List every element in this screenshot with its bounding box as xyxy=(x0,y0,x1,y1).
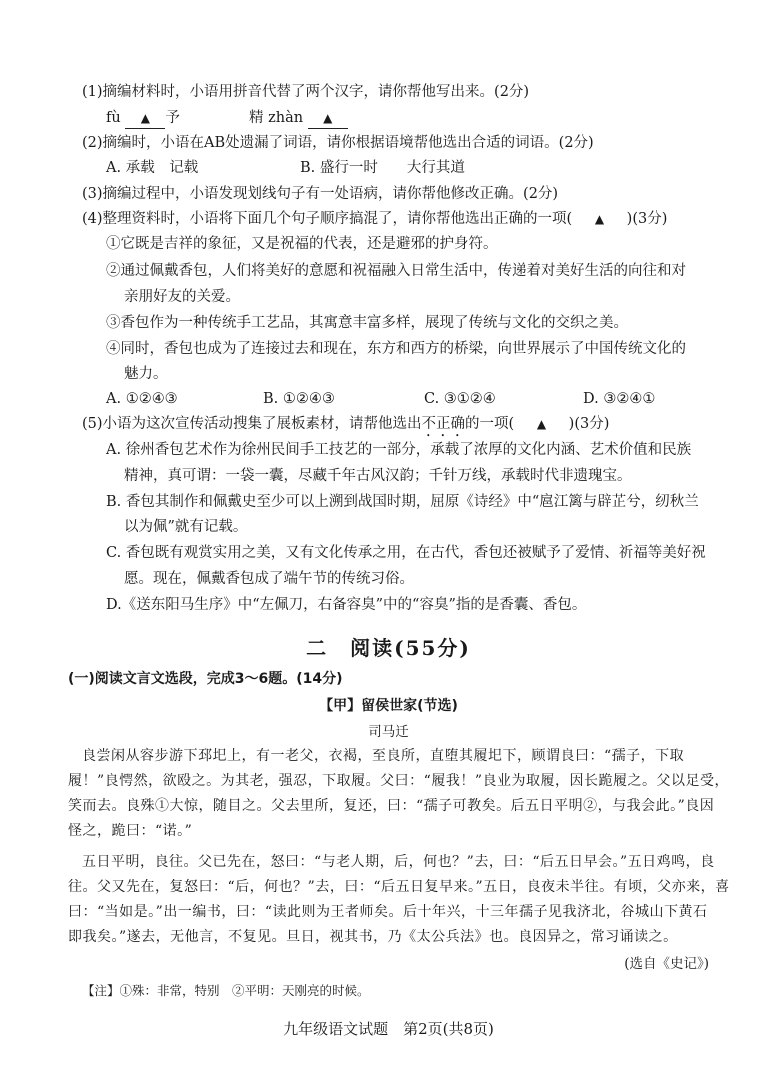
passage-author: 司马迁 xyxy=(368,724,409,740)
question-5-mid: 的一项( xyxy=(465,416,515,432)
passage-p1-line-3: 笑而去。良殊①大惊，随目之。父去里所，复还，曰：“孺子可教矣。后五日平明②，与我会此。”良因 xyxy=(68,798,715,814)
question-5-option-c-line-1[interactable]: C. 香包既有观赏实用之美，又有文化传承之用，在古代，香包还被赋予了爱情、祈福等美好祝 xyxy=(106,545,706,561)
question-4-text xyxy=(82,209,667,229)
question-5-option-d[interactable]: D.《送东阳马生序》中“左佩刀，右备容臭”中的“容臭”指的是香囊、香包。 xyxy=(106,597,587,613)
emphasis-not-correct: 不正确 xyxy=(421,416,466,432)
question-1-blanks xyxy=(106,108,348,129)
passage-p2-line-3: 曰：“当如是。”出一编书，曰：“读此则为王者师矣。后十年兴，十三年孺子见我济北，谷城山下黄石 xyxy=(68,904,708,920)
question-5-option-a-line-2: 精神，真可谓：一袋一囊，尽藏千年古风汉韵；千针万线，承载时代非遗瑰宝。 xyxy=(124,468,632,484)
word-1-suffix: 予 xyxy=(165,110,180,126)
sentence-4-line-2: 魅力。 xyxy=(124,366,168,382)
question-5-text xyxy=(82,414,609,440)
question-3-text: (3)摘编过程中，小语发现划线句子有一处语病，请你帮他修改正确。(2分) xyxy=(82,186,559,202)
sentence-1: ①它既是吉祥的象征，又是祝福的代表，还是避邪的护身符。 xyxy=(106,236,498,252)
page-footer: 九年级语文试题 第2页(共8页) xyxy=(283,1020,494,1038)
question-5-suffix: )(3分) xyxy=(568,416,610,432)
section-title: 二 阅读(55分) xyxy=(306,636,471,660)
question-4-option-d[interactable]: D. ③②④① xyxy=(583,391,656,407)
sentence-4-line-1: ④同时，香包也成为了连接过去和现在，东方和西方的桥梁，向世界展示了中国传统文化的 xyxy=(106,341,686,357)
question-5-option-b-line-1[interactable]: B. 香包其制作和佩戴史至少可以上溯到战国时期，屈原《诗经》中“扈江篱与辟芷兮，纫秋兰 xyxy=(106,494,699,510)
question-2-option-b[interactable]: B. 盛行一时 大行其道 xyxy=(300,160,465,176)
passage-p1-line-2: 履！”良愕然，欲殴之。为其老，强忍，下取履。父曰：“履我！”良业为取履，因长跪履之。父以足受， xyxy=(68,773,729,789)
question-4-option-a[interactable]: A. ①②④③ xyxy=(106,391,178,407)
triangle-mark-icon[interactable]: ▲ xyxy=(536,417,547,431)
passage-p2-line-4: 即我矣。”遂去，无他言，不复见。旦日，视其书，乃《太公兵法》也。良因异之，常习诵读之。 xyxy=(68,929,678,945)
question-2-text: (2)摘编时，小语在AB处遗漏了词语，请你根据语境帮他选出合适的词语。(2分) xyxy=(82,135,594,151)
question-4-option-b[interactable]: B. ①②④③ xyxy=(263,391,335,407)
part-1-heading: (一)阅读文言文选段，完成3～6题。(14分) xyxy=(68,671,343,687)
sentence-3: ③香包作为一种传统手工艺品，其寓意丰富多样，展现了传统与文化的交织之美。 xyxy=(106,315,628,331)
passage-p1-line-1: 良尝闲从容步游下邳圯上，有一老父，衣褐，至良所，直堕其履圯下，顾谓良曰：“孺子，下取 xyxy=(82,748,685,764)
question-5-option-a-line-1[interactable]: A. 徐州香包艺术作为徐州民间手工技艺的一部分，承载了浓厚的文化内涵、艺术价值和民族 xyxy=(106,442,692,458)
passage-p2-line-1: 五日平明，良往。父已先在，怒曰：“与老人期，后，何也？”去，曰：“后五日早会。”五日鸡鸣，良 xyxy=(82,854,715,870)
passage-title: 【甲】留侯世家(节选) xyxy=(319,698,458,714)
question-2-option-a[interactable]: A. 承载 记载 xyxy=(106,160,199,176)
pinyin-1: fù xyxy=(106,110,121,126)
question-5-option-c-line-2: 愿。现在，佩戴香包成了端午节的传统习俗。 xyxy=(124,571,414,587)
question-1-text: (1)摘编材料时，小语用拼音代替了两个汉字，请你帮他写出来。(2分) xyxy=(82,84,530,100)
answer-blank-1[interactable] xyxy=(125,108,165,129)
question-5-option-b-line-2: 以为佩”就有记载。 xyxy=(124,519,248,535)
answer-blank-2[interactable] xyxy=(308,108,348,129)
triangle-mark-icon: ▲ xyxy=(140,111,150,125)
passage-p2-line-2: 往。父又先在，复怒曰：“后，何也？”去，曰：“后五日复早来。”五日，良夜未半往。有顷，父亦来，喜 xyxy=(68,879,730,895)
question-4-suffix: )(3分) xyxy=(626,211,668,227)
passage-source: (选自《史记》) xyxy=(624,956,709,972)
triangle-mark-icon: ▲ xyxy=(323,111,333,125)
pinyin-2: zhàn xyxy=(268,110,304,126)
question-5-prefix: (5)小语为这次宣传活动搜集了展板素材，请帮他选出 xyxy=(82,416,422,432)
passage-note: 【注】①殊：非常，特别 ②平明：天刚亮的时候。 xyxy=(82,983,370,998)
question-4-option-c[interactable]: C. ③①②④ xyxy=(424,391,496,407)
triangle-mark-icon[interactable]: ▲ xyxy=(594,212,605,226)
sentence-2-line-1: ②通过佩戴香包，人们将美好的意愿和祝福融入日常生活中，传递着对美好生活的向往和对 xyxy=(106,263,686,279)
passage-p1-line-4: 怪之，跪曰：“诺。” xyxy=(68,823,193,839)
sentence-2-line-2: 亲朋好友的关爱。 xyxy=(124,289,240,305)
word-2-prefix: 精 xyxy=(249,110,264,126)
question-4-prefix: (4)整理资料时，小语将下面几个句子顺序搞混了，请你帮他选出正确的一项( xyxy=(82,211,573,227)
